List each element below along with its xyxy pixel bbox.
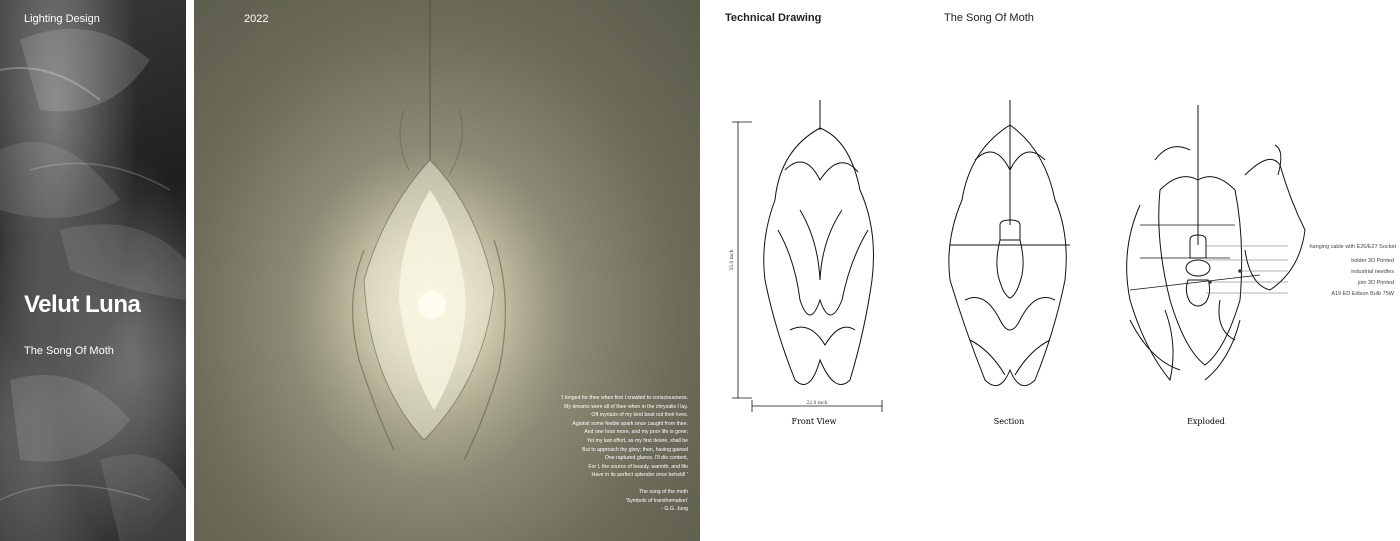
category-label: Lighting Design	[24, 13, 100, 25]
photo-panel	[194, 0, 700, 541]
part-label-join: join 3D Printed	[1357, 280, 1394, 286]
section-view-drawing	[949, 100, 1070, 386]
attribution-line: 'Symbols of transformation'	[625, 497, 688, 504]
poem-line: Have in its perfect splendor once beheld! '	[591, 472, 688, 479]
poem-line: For I, the source of beauty, warmth, and life	[588, 463, 688, 470]
poem-line: One raptured glance, I'll die content,	[604, 455, 688, 462]
cover-title: Velut Luna	[24, 291, 141, 318]
year-label: 2022	[244, 13, 269, 25]
poem-line: And one hour more, and my poor life is gone;	[584, 429, 688, 436]
technical-drawing-panel	[700, 0, 1400, 541]
view-label-exploded: Exploded	[1187, 417, 1225, 426]
poem-quote	[561, 394, 688, 480]
part-label-bulb: A19 ED Edison Bulb 75W	[1331, 291, 1394, 297]
moth-texture-image	[0, 0, 186, 541]
poem-line: Against some feeble spark once caught from thee.	[572, 420, 688, 427]
view-label-front: Front View	[791, 417, 837, 426]
height-dimension-label: 35.0 inch	[730, 249, 735, 271]
poem-line: My dreams were all of thee when in the chrysalis I lay.	[564, 403, 688, 410]
drawing-heading: Technical Drawing	[725, 12, 822, 24]
poem-attribution	[626, 488, 688, 514]
part-label-cable: hanging cable with E26/E27 Socket	[1309, 244, 1396, 250]
dimension-lines	[732, 122, 882, 412]
poem-line: Oft myriads of my kind beat out their lives.	[591, 412, 688, 419]
exploded-view-drawing	[1127, 105, 1305, 380]
view-label-section: Section	[993, 417, 1025, 426]
drawing-project-title: The Song Of Moth	[944, 12, 1034, 24]
width-dimension-label: 22.0 inch	[806, 401, 828, 406]
attribution-line: - G.G. Jung	[661, 506, 688, 513]
front-view-drawing	[764, 100, 874, 385]
poem-line: 'I longed for thee when first I crawled to consciousness.	[561, 395, 688, 401]
part-labels	[1309, 244, 1396, 297]
cover-subtitle: The Song Of Moth	[24, 345, 114, 357]
lamp-drawings	[700, 0, 1400, 541]
part-label-needles: industrial needles	[1351, 269, 1394, 275]
poem-line: But to approach thy glory; then, having gained	[582, 446, 688, 453]
part-label-holder: holder 3D Printed	[1351, 258, 1394, 264]
cover-panel	[0, 0, 186, 541]
poem-line: Yet my last effort, as my first desire, shall be	[586, 437, 688, 444]
attribution-line: The song of the moth	[638, 489, 688, 495]
